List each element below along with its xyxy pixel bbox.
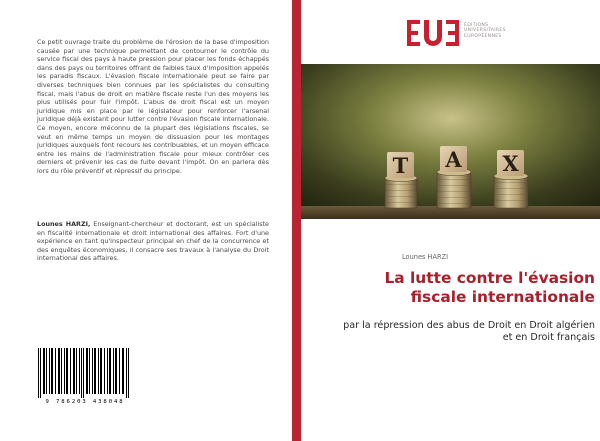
cover-author: Lounes HARZI [402, 253, 449, 261]
isbn-digits: 9 786203 438048 [45, 399, 125, 405]
publisher-name [464, 23, 534, 39]
cover-photo-tax-coins [301, 64, 600, 219]
book-subtitle: par la répression des abus de Droit en Droit algérien et en Droit français [343, 320, 595, 343]
book-spine [292, 0, 301, 441]
barcode-bars [35, 348, 135, 398]
cube-letter: A [445, 147, 462, 172]
author-bio-name: Lounes HARZI, [37, 220, 91, 228]
author-biography [37, 220, 269, 263]
author-bio-text: Enseignant-chercheur et doctorant, est un spécialiste en fiscalité internationale et droit international des affaires. Fort d'une expérience en tant qu'inspecteur principal en chef de la concurrence et des enquêtes économiques, il consacre ses travaux à l'analyse du Droit international des affaires. [37, 220, 269, 263]
publisher-line: ÉDITIONS [464, 23, 489, 28]
publisher-line: UNIVERSITAIRES [464, 28, 506, 34]
publisher-line: EUROPÉENNES [464, 33, 502, 39]
cube-letter: X [502, 151, 519, 176]
back-cover-description: Ce petit ouvrage traite du problème de l'érosion de la base d'imposition causée par une technique permettant de contourner le contrôle du service fiscal des pays à haute pression pour placer les fonds échappés dans des pays ou territoires offrant de faibles taux d'imposition appelés les paradis fiscaux. L'évasion fiscale internationale peut se faire par diverses techniques bien connues par les spécialistes du consulting fiscal, mais l'abus de droit en matière fiscale reste l'un des moyens les plus utilisés pour fuir l'impôt. L'abus de droit fiscal est un moyen juridique mis en place par le législateur pour renforcer l'arsenal juridique déjà existant pour lutter contre l'évasion fiscale internationale. Ce moyen, encore méconnu de la plupart des législations fiscales, se veut en même temps un moyen de dissuasion pour les montages juridiques auxquels font recours les contribuables, et un moyen efficace entre les mains de l'administration fiscale pour mieux contrôler ces derniers et prévenir les cas de fuite devant l'impôt. On en parlera dès lors du rôle préventif et répressif du principe. [37, 38, 269, 175]
book-title: La lutte contre l'évasion fiscale internationale [384, 269, 595, 306]
back-cover [0, 0, 292, 441]
cube-letter: T [392, 153, 409, 178]
front-cover [301, 0, 600, 441]
publisher-logo-mark [407, 20, 459, 46]
publisher-logo [407, 20, 537, 48]
isbn-barcode [35, 348, 135, 420]
